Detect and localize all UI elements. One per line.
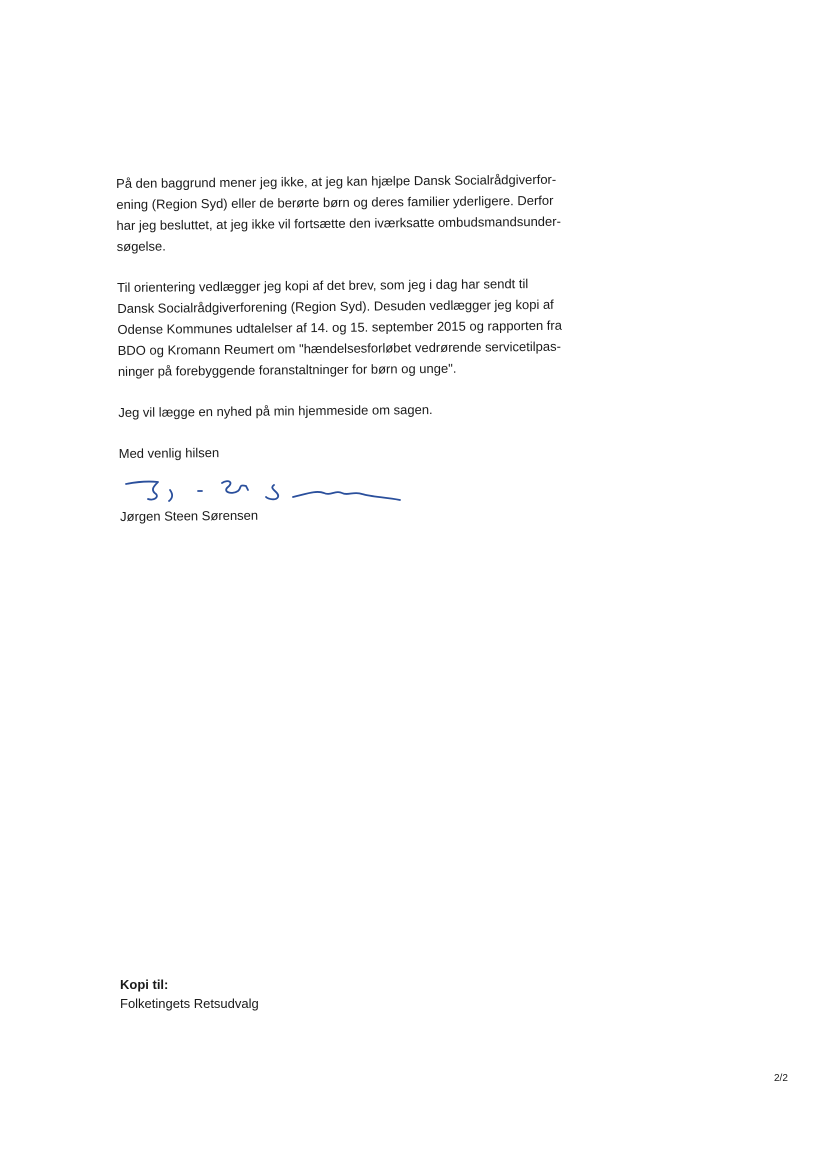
copy-to-heading: Kopi til: (120, 977, 169, 992)
letter-body (116, 168, 589, 483)
paragraph-conclusion (116, 168, 587, 257)
text-line: Odense Kommunes udtalelser af 14. og 15. september 2015 og rapporten fra (117, 317, 563, 337)
closing-greeting (119, 438, 589, 464)
paragraph-news (118, 397, 588, 423)
page-number: 2/2 (774, 1073, 788, 1084)
copy-to-section (120, 975, 259, 1013)
text-line: søgelse. (116, 238, 166, 254)
text-line: Med venlig hilsen (118, 445, 220, 461)
text-line: Til orientering vedlægger jeg kopi af det brev, som jeg i dag har sendt til (117, 276, 529, 295)
text-line: Jeg vil lægge en nyhed på min hjemmeside om sagen. (118, 401, 433, 420)
text-line: ninger på forebyggende foranstaltninger for børn og unge". (117, 360, 457, 379)
text-line: På den baggrund mener jeg ikke, at jeg kan hjælpe Dansk Socialrådgiverfor- (116, 171, 557, 191)
handwritten-signature (118, 470, 408, 510)
copy-to-recipient: Folketingets Retsudvalg (120, 996, 259, 1011)
text-line: har jeg besluttet, at jeg ikke vil fortsætte den iværksatte ombudsmandsunder- (116, 213, 561, 233)
text-line: BDO og Kromann Reumert om "hændelsesforløbet vedrørende servicetilpas- (117, 338, 561, 358)
text-line: ening (Region Syd) eller de berørte børn og deres familier yderligere. Derfor (116, 192, 554, 212)
text-line: Dansk Socialrådgiverforening (Region Syd). Desuden vedlægger jeg kopi af (117, 296, 554, 316)
signer-name: Jørgen Steen Sørensen (120, 507, 259, 524)
paragraph-enclosures (117, 272, 588, 382)
